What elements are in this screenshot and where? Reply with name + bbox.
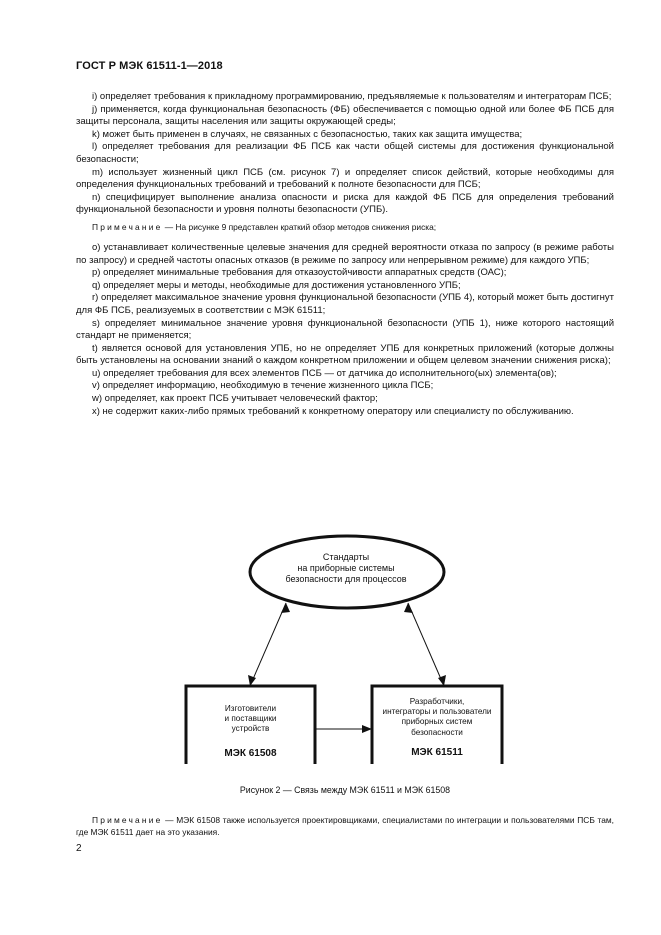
- list-item-k: k) может быть применен в случаях, не связанных с безопасностью, таких как защита имущества;: [92, 128, 523, 140]
- oval-line-2: на приборные системы: [297, 563, 395, 573]
- list-item-x: x) не содержит каких-либо прямых требований к конкретному оператору или специалисту по обслуживанию.: [92, 405, 574, 417]
- arrow-to-right-box: [408, 603, 444, 686]
- list-item-r: r) определяет максимальное значение уровня функциональной безопасности (УПБ 4), который может быть достигнут для ФБ ПСБ, реализуемых в соответствии с МЭК 61511;: [76, 292, 614, 316]
- left-box-label: [186, 704, 315, 759]
- right-box-line-1: Разработчики,: [409, 697, 465, 706]
- list-item-m: m) использует жизненный цикл ПСБ (см. рисунок 7) и определяет список действий, которые необходимы для определения функциональных требований и требований к полноте безопасности для ПСБ;: [76, 166, 614, 191]
- arrow-to-left-box: [250, 603, 286, 686]
- figure-2: [76, 524, 614, 764]
- arrow-head-left-oval: [281, 603, 290, 613]
- right-box-line-2: интеграторы и пользователи: [382, 707, 492, 717]
- arrow-head-left-box: [248, 675, 256, 686]
- list-item-v: v) определяет информацию, необходимую в течение жизненного цикла ПСБ;: [92, 380, 434, 392]
- list-item-q: q) определяет меры и методы, необходимые для достижения установленного УПБ;: [92, 279, 461, 291]
- left-box-line-2: и поставщики: [224, 714, 277, 724]
- left-box-line-1: Изготовители: [224, 704, 277, 713]
- right-box-label: [372, 697, 502, 758]
- oval-line-1: Стандарты: [322, 552, 370, 562]
- page-number: 2: [76, 843, 82, 854]
- bottom-note-label: Примечание: [92, 815, 163, 825]
- bottom-note: [76, 814, 614, 839]
- bottom-note-paragraph: [76, 814, 614, 839]
- list-item-t: t) является основой для установления УПБ, но не определяет УПБ для конкретных приложений (которые должны быть установлены на основании знаний о каждом конкретном приложении и общем целевом значении снижения риска);: [76, 342, 614, 367]
- note-block: [76, 221, 614, 233]
- note-text: — На рисунке 9 представлен краткий обзор методов снижения риска;: [162, 221, 437, 232]
- right-box-line-3: приборных систем: [401, 717, 473, 727]
- list-item-j: j) применяется, когда функциональная безопасность (ФБ) обеспечивается с помощью одной или более ФБ ПСБ для защиты персонала, защиты населения или защиты окружающей среды;: [76, 103, 614, 128]
- document-header: ГОСТ Р МЭК 61511-1—2018: [76, 60, 223, 72]
- arrow-head-right-box: [438, 675, 446, 686]
- list-item-o: o) устанавливает количественные целевые значения для средней вероятности отказа по запросу (в режиме работы по запросу) и средней частоты опасных отказов (в режиме по запросу или непрерывном режиме) для каждого УПБ;: [76, 241, 614, 266]
- arrow-head-right-oval: [404, 603, 413, 613]
- note-label: Примечание: [92, 221, 163, 232]
- left-box-code: МЭК 61508: [224, 747, 277, 759]
- left-box-line-3: устройств: [231, 724, 270, 734]
- list-item-i: i) определяет требования к прикладному программированию, предъявляемые к пользователям и интеграторам ПСБ;: [92, 91, 612, 102]
- oval-line-3: безопасности для процессов: [285, 574, 407, 584]
- document-body: [76, 91, 614, 418]
- list-item-n: n) специфицирует выполнение анализа опасности и риска для каждой ФБ ПСБ для определения требований функциональной безопасности и уровня полноты безопасности (УПБ).: [76, 191, 614, 216]
- list-item-u: u) определяет требования для всех элементов ПСБ — от датчика до исполнительного(ых) элемента(ов);: [92, 367, 557, 379]
- right-box-code: МЭК 61511: [411, 746, 463, 758]
- list-item-s: s) определяет минимальное значение уровня функциональной безопасности (УПБ 1), ниже которого настоящий стандарт не применяется;: [76, 317, 614, 342]
- list-item-p: p) определяет минимальные требования для отказоустойчивости аппаратных средств (ОАС);: [92, 267, 507, 279]
- right-box-line-4: безопасности: [411, 727, 463, 737]
- figure-caption: Рисунок 2 — Связь между МЭК 61511 и МЭК 61508: [239, 785, 451, 795]
- oval-label: [251, 552, 441, 585]
- list-item-w: w) определяет, как проект ПСБ учитывает человеческий фактор;: [92, 393, 378, 405]
- bottom-note-text: — МЭК 61508 также используется проектировщиками, специалистами по интеграции и пользователями ПСБ там, где МЭК 61511 дает на это указания.: [76, 815, 614, 838]
- list-item-l: l) определяет требования для реализации ФБ ПСБ как части общей системы для достижения функциональной безопасности;: [76, 141, 614, 165]
